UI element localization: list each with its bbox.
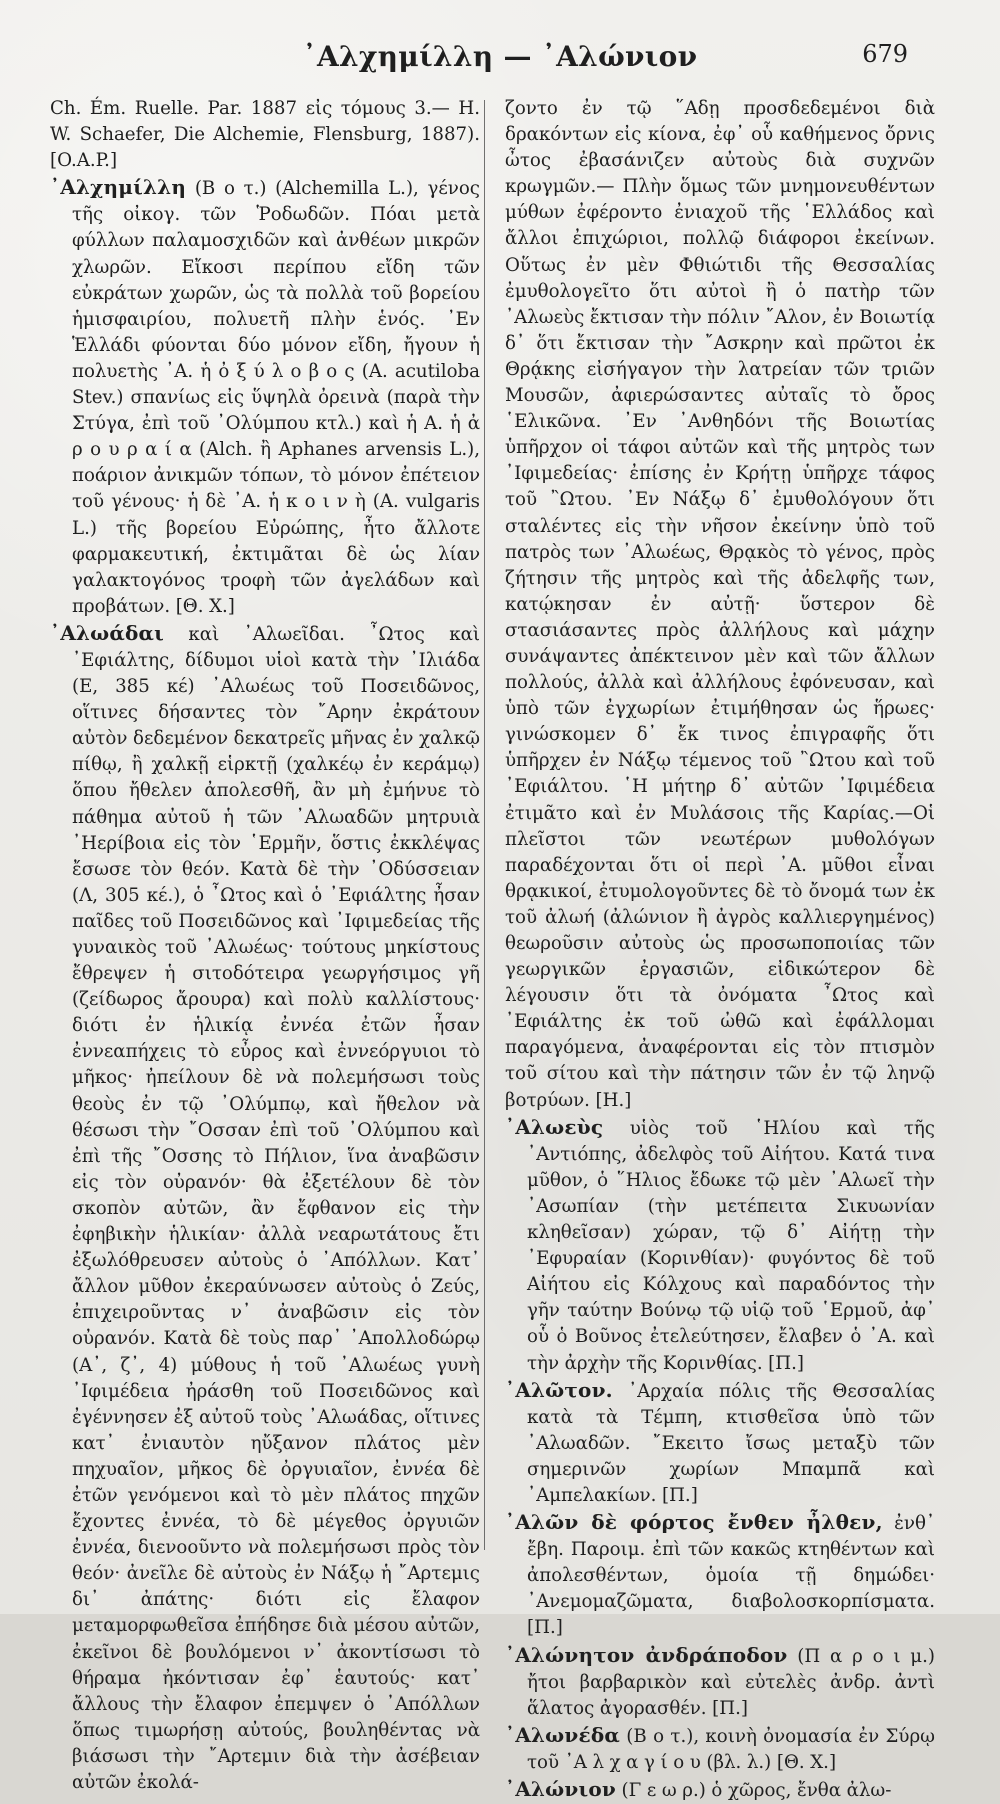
right-entry-6-headword: ᾿Αλωνέδα	[505, 1722, 620, 1747]
left-entry-2-body: (Β ο τ.) (Alchemilla L.), γένος τῆς οἰκογ. τῶν Ῥοδωδῶν. Πόαι μετὰ φύλλων παλαμοσχιδῶν καὶ ἀνθέων μικρῶν χλωρῶν. Εἴκοσι περίπου εἴδη τῶν εὐκράτων χωρῶν, ὡς τὰ πολλὰ τοῦ βορείου ἡμισφαιρίου, πολυετῆ πλὴν ἑνός. ᾿Εν Ἑλλάδι φύονται δύο μόνον εἴδη, ἤγουν ἡ πολυετὴς ᾿Α. ἡ ὀ ξ ύ λ ο β ο ς (A. acutiloba Stev.) σπανίως εἰς ὕψηλὰ ὀρεινὰ (παρὰ τὴν Στύγα, ἐπὶ τοῦ ᾿Ολύμπου κτλ.) καὶ ἡ Α. ἡ ἀ ρ ο υ ρ α ί α (Alch. ἢ Aphanes arvensis L.), ποάριον ἀνικμῶν τόπων, τὸ μόνον ἐπέτειον τοῦ γένους· ἡ δὲ ᾿Α. ἡ κ ο ι ν ὴ (A. vulgaris L.) τῆς βορείου Εὐρώπης, ἦτο ἄλλοτε φαρμακευτική, ἐκτιμᾶται δὲ ὡς λίαν γαλακτογόνος τροφὴ τῶν ἀγελάδων καὶ προβάτων. [Θ. Χ.]	[72, 178, 480, 617]
right-entry-3-headword: ᾿Αλῶτον.	[505, 1377, 613, 1402]
right-entry-3-body: ᾿Αρχαία πόλις τῆς Θεσσαλίας κατὰ τὰ Τέμπη, κτισθεῖσα ὑπὸ τῶν ᾿Αλωαδῶν. ῎Εκειτο ἴσως μεταξὺ τῶν σημερινῶν χωρίων Μπαμπᾶ καὶ ᾿Αμπελακίων. [Π.]	[527, 1380, 935, 1506]
page-header-title: ᾿Αλχημίλλη — ᾿Αλώνιον	[302, 40, 698, 73]
left-column	[50, 96, 480, 1793]
right-column	[505, 96, 935, 1801]
left-entry-1	[50, 96, 480, 174]
right-entry-5-headword: ᾿Αλώνητον ἀνδράποδον	[505, 1642, 788, 1667]
left-entry-3	[50, 620, 480, 1796]
left-entry-3-body: καὶ ᾿Αλωεῖδαι. ῏Ωτος καὶ ᾿Εφιάλτης, δίδυμοι υἱοὶ κατὰ τὴν ᾿Ιλιάδα (Ε, 385 κέ) ᾿Αλωέως τοῦ Ποσειδῶνος, οἵτινες δήσαντες τὸν ῎Αρην ἐκράτουν αὐτὸν δεδεμένον δεκατρεῖς μῆνας ἐν χαλκῷ πίθῳ, ἢ χαλκῇ εἱρκτῇ (χαλκέῳ ἐν κεράμῳ) ὅπου ἤθελεν ἀπολεσθῆ, ἂν μὴ ἐμήνυε τὸ πάθημα αὐτοῦ ἡ τῶν ᾿Αλωαδῶν μητρυιὰ ᾿Ηερίβοια εἰς τὸν ῾Ερμῆν, ὅστις ἐκκλέψας ἔσωσε τὸν θεόν. Κατὰ δὲ τὴν ᾿Οδύσσειαν (Λ, 305 κέ.), ὁ ῏Ωτος καὶ ὁ ᾿Εφιάλτης ἦσαν παῖδες τοῦ Ποσειδῶνος καὶ ᾿Ιφιμεδείας τῆς γυναικὸς τοῦ ᾿Αλωέως· τούτους μηκίστους ἔθρεψεν ἡ σιτοδότειρα γεωργήσιμος γῆ (ζείδωρος ἄρουρα) καὶ πολὺ καλλίστους· διότι ἐν ἡλικίᾳ ἐννέα ἐτῶν ἦσαν ἐννεαπήχεις τὸ εὖρος καὶ ἐννεόργυιοι τὸ μῆκος· ἠπείλουν δὲ νὰ πολεμήσωσι τοὺς θεοὺς ἐν τῷ ᾿Ολύμπῳ, καὶ ἤθελον νὰ θέσωσι τὴν ῎Οσσαν ἐπὶ τοῦ ᾿Ολύμπου καὶ ἐπὶ τῆς ῎Οσσης τὸ Πήλιον, ἵνα ἀναβῶσιν εἰς τὸν οὐρανόν· θὰ ἐξετέλουν δὲ τὸν σκοπὸν αὐτῶν, ἂν ἔφθανον εἰς τὴν ἐφηβικὴν ἡλικίαν· ἀλλὰ νεαρωτάτους ἔτι ἐξωλόθρευσεν αὐτοὺς ὁ ᾿Απόλλων. Κατ᾿ ἄλλον μῦθον ἐκεραύνωσεν αὐτοὺς ὁ Ζεύς, ἐπιχειροῦντας ν᾿ ἀναβῶσιν εἰς τὸν οὐρανόν. Κατὰ δὲ τοὺς παρ᾿ ᾿Απολλοδώρῳ (Α᾿, ζ᾿, 4) μύθους ἡ τοῦ ᾿Αλωέως γυνὴ ᾿Ιφιμέδεια ἠράσθη τοῦ Ποσειδῶνος καὶ ἐγέννησεν ἐξ αὐτοῦ τοὺς ᾿Αλωάδας, οἵτινες κατ᾿ ἐνιαυτὸν ηὔξανον πλάτος μὲν πηχυαῖον, μῆκος δὲ ὀργυιαῖον, ἐννέα δὲ ἐτῶν γενόμενοι καὶ τὸ μὲν πλάτος πηχῶν ἔχοντες ἐννέα, τὸ δὲ μέγεθος ὀργυιῶν ἐννέα, διενοοῦντο νὰ πολεμήσωσι πρὸς τὸν θεόν· ἀνεῖλε δὲ αὐτοὺς ἐν Νάξῳ ἡ ῎Αρτεμις δι᾿ ἀπάτης· διότι εἰς ἔλαφον μεταμορφωθεῖσα ἐπήδησε διὰ μέσου αὐτῶν, ἐκεῖνοι δὲ βουλόμενοι ν᾿ ἀκοντίσωσι τὸ θήραμα ἠκόντισαν ἐφ᾿ ἑαυτούς· κατ᾿ ἄλλους τὴν ἔλαφον ἐπεμψεν ὁ ᾿Απόλλων ὅπως τιμωρήσῃ αὐτούς, βουληθέντας νὰ βιάσωσι τὴν ῎Αρτεμιν διὰ τὴν ἀσέβειαν αὐτῶν ἐκολά-	[72, 623, 480, 1793]
right-entry-7-headword: ᾿Αλώνιον	[505, 1777, 616, 1801]
left-entry-2	[50, 174, 480, 620]
right-entry-2	[505, 1114, 935, 1377]
right-entry-4-body: ἐνθ᾿ ἔβη. Παροιμ. ἐπὶ τῶν κακῶς κτηθέντων καὶ ἀπολεσθέντων, ὁμοία τῇ δημώδει· ᾿Ανεμομαζῶματα, διαβολοσκορπίσματα. [Π.]	[527, 1513, 935, 1639]
right-entry-6-body: (Β ο τ.), κοινὴ ὀνομασία ἐν Σύρῳ τοῦ ᾿Α λ χ α γ ί ο υ (βλ. λ.) [Θ. Χ.]	[527, 1725, 935, 1773]
right-entry-7-body: (Γ ε ω ρ.) ὁ χῶρος, ἔνθα ἀλω-	[615, 1780, 892, 1801]
right-entry-4	[505, 1509, 935, 1641]
right-entry-7	[505, 1776, 935, 1804]
right-entry-4-headword: ᾿Αλῶν δὲ φόρτος ἔνθεν ἦλθεν,	[505, 1510, 883, 1535]
right-entry-5	[505, 1642, 935, 1722]
right-entry-6	[505, 1722, 935, 1776]
right-entry-5-body: (Π α ρ ο ι μ.) ἤτοι βαρβαρικὸν καὶ εὐτελὲς ἀνδρ. ἀντὶ ἅλατος ἀγορασθέν. [Π.]	[527, 1645, 935, 1719]
left-entry-2-headword: ᾿Αλχημίλλη	[50, 175, 187, 200]
right-entry-2-headword: ᾿Αλωεὺς	[505, 1114, 604, 1139]
right-entry-1	[505, 96, 935, 1114]
left-entry-1-body: Ch. Ém. Ruelle. Par. 1887 εἰς τόμους 3.— H. W. Schaefer, Die Alchemie, Flensburg, 1887). [O.A.P.]	[50, 98, 480, 172]
column-divider	[484, 100, 485, 1550]
running-head	[0, 40, 1000, 80]
right-entry-3	[505, 1377, 935, 1509]
left-entry-3-headword: ᾿Αλωάδαι	[50, 620, 164, 645]
right-entry-2-body: υἱὸς τοῦ ῾Ηλίου καὶ τῆς ᾿Αντιόπης, ἀδελφὸς τοῦ Αἰήτου. Κατά τινα μῦθον, ὁ ῞Ηλιος ἔδωκε τῷ μὲν ᾿Αλωεῖ τὴν ᾿Ασωπίαν (τὴν μετέπειτα Σικυωνίαν κληθεῖσαν) χώραν, τῷ δ᾿ Αἰήτῃ τὴν ᾿Εφυραίαν (Κορινθίαν)· φυγόντος δὲ τοῦ Αἰήτου εἰς Κόλχους καὶ παραδόντος τὴν γῆν ταύτην Βούνῳ τῷ υἱῷ τοῦ ῾Ερμοῦ, ἀφ᾿ οὗ ὁ Βοῦνος ἐτελεύτησεν, ἔλαβεν ὁ ᾿Α. καὶ τὴν ἀρχὴν τῆς Κορινθίας. [Π.]	[527, 1117, 935, 1374]
right-entry-1-body: ζοντο ἐν τῷ ῞Αδῃ προσδεδεμένοι διὰ δρακόντων εἰς κίονα, ἐφ᾿ οὗ καθήμενος ὄρνις ὦτος ἐβασάνιζεν αὐτοὺς διὰ συχνῶν κρωγμῶν.— Πλὴν ὅμως τῶν μνημονευθέντων μύθων ἐφέροντο ἐνιαχοῦ τῆς ῾Ελλάδος καὶ ἄλλοι ἐπιχώριοι, πολλῷ διάφοροι ἐκείνων. Οὕτως ἐν μὲν Φθιώτιδι τῆς Θεσσαλίας ἐμυθολογεῖτο ὅτι αὐτοὶ ἢ ὁ πατὴρ τῶν ᾿Αλωεὺς ἔκτισαν τὴν πόλιν ῎Αλον, ἐν Βοιωτίᾳ δ᾿ ὅτι ἔκτισαν τὴν ῎Ασκρην καὶ πρῶτοι ἐκ Θρᾴκης εἰσήγαγον τὴν λατρείαν τῶν τριῶν Μουσῶν, ἀφιερώσαντες αὐταῖς τὸ ὄρος ῾Ελικῶνα. ᾿Εν ᾿Ανθηδόνι τῆς Βοιωτίας ὑπῆρχον οἱ τάφοι αὐτῶν καὶ τῆς μητρὸς των ᾿Ιφιμεδείας· ἐπίσης ἐν Κρήτῃ ὑπῆρχε τάφος τοῦ ῍Ωτου. ᾿Εν Νάξῳ δ᾿ ἐμυθολόγουν ὅτι σταλέντες εἰς τὴν νῆσον ἐκείνην ὑπὸ τοῦ πατρὸς των ᾿Αλωέως, Θρᾳκὸς τὸ γένος, πρὸς ζήτησιν τῆς μητρὸς καὶ τῆς ἀδελφῆς των, κατῴκησαν ἐν αὐτῇ· ὕστερον δὲ στασιάσαντες πρὸς ἀλλήλους καὶ μάχην συνάψαντες ἀπέκτεινον μὲν καὶ τῶν ἄλλων πολλούς, ἀλλὰ καὶ ἀλλήλους ἐφόνευσαν, καὶ ὑπὸ τῶν ἐγχωρίων ἐτιμήθησαν ὡς ἥρωες· γινώσκομεν δ᾿ ἔκ τινος ἐπιγραφῆς ὅτι ὑπῆρχεν ἐν Νάξῳ τέμενος τοῦ ῍Ωτου καὶ τοῦ ᾿Εφιάλτου. ῾Η μήτηρ δ᾿ αὐτῶν ᾿Ιφιμέδεια ἐτιμᾶτο καὶ ἐν Μυλάσοις τῆς Καρίας.—Οἱ πλεῖστοι τῶν νεωτέρων μυθολόγων παραδέχονται ὅτι οἱ περὶ ᾿Α. μῦθοι εἶναι θρᾳκικοί, ἐτυμολογοῦντες δὲ τὸ ὄνομά των ἐκ τοῦ ἀλωή (ἀλώνιον ἢ ἀγρὸς καλλιεργημένος) θεωροῦσιν αὐτοὺς ὡς προσωποποιίας τῶν γεωργικῶν ἐργασιῶν, εἰδικώτερον δὲ λέγουσιν ὅτι τὰ ὀνόματα ῏Ωτος καὶ ᾿Εφιάλτης ἐκ τοῦ ὠθῶ καὶ ἐφάλλομαι παραγόμενα, ἀναφέρονται εἰς τὸν πτισμὸν τοῦ σίτου καὶ τὴν πάτησιν τῶν ἐν τῷ ληνῷ βοτρύων. [Η.]	[505, 98, 935, 1111]
page-number: 679	[862, 40, 908, 68]
